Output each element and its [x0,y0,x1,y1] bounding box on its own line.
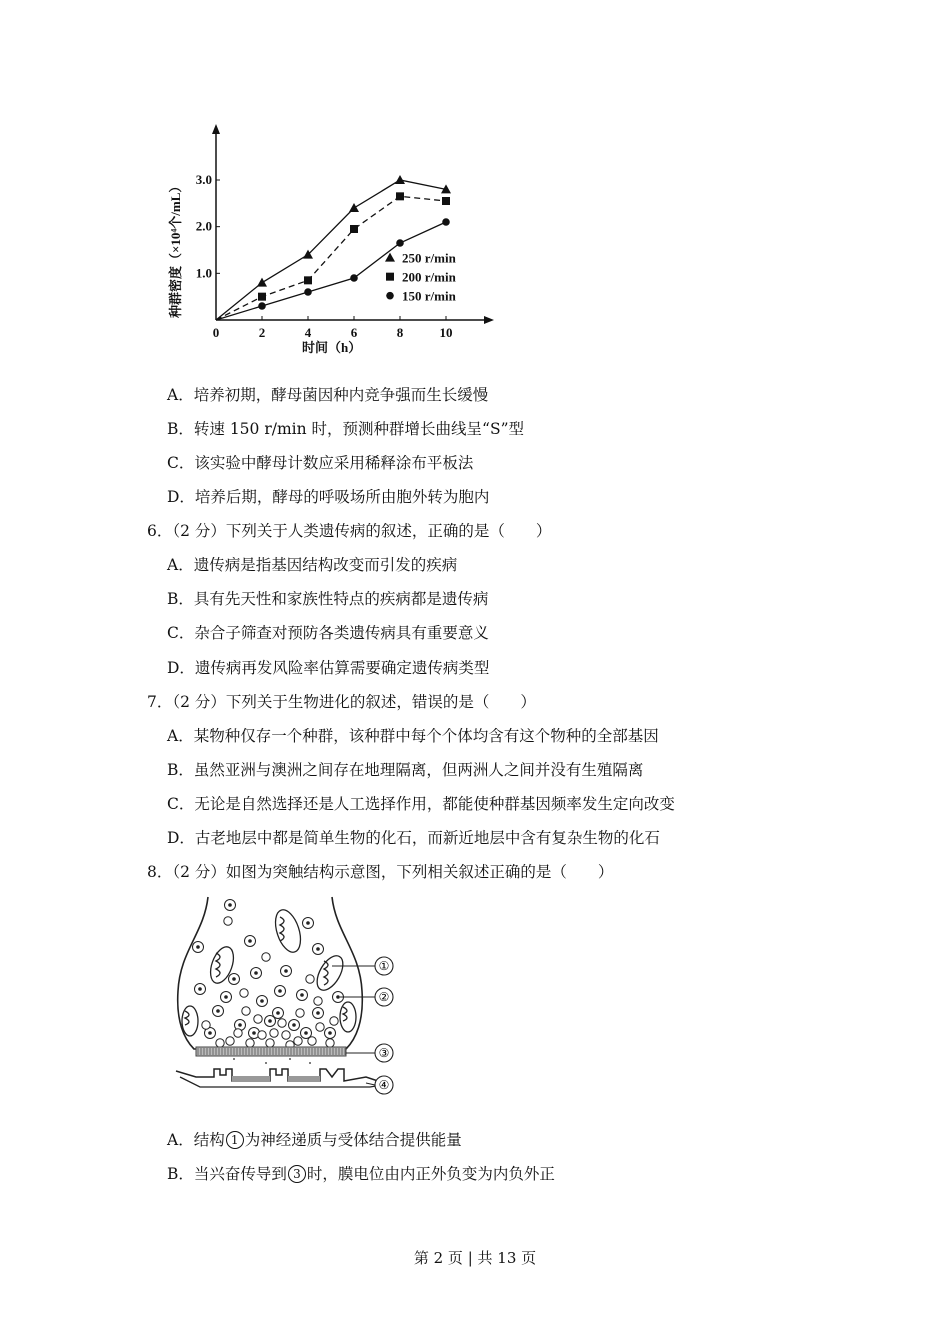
vesicle [234,1029,242,1037]
circled-number: 3 [288,1165,306,1183]
label-2: ② [378,990,390,1004]
vesicle-dot [255,972,258,975]
q8-option-a-post: 为神经递质与受体结合提供能量 [244,1131,462,1149]
vesicle-dot [337,996,340,999]
data-point [257,278,267,287]
data-point [258,293,266,301]
vesicle-dot [261,1000,264,1003]
vesicle [278,1019,286,1027]
vesicle [202,1021,210,1029]
data-point [396,192,404,200]
vesicle-dot [253,1032,256,1035]
data-point [395,175,405,184]
vesicle [316,1023,324,1031]
presynaptic-membrane [196,1047,346,1056]
vesicle [246,1039,254,1047]
vesicle [270,1029,278,1037]
vesicle [216,1039,224,1047]
q6-stem: 6．（2 分）下列关于人类遗传病的叙述，正确的是（ ） [147,522,552,540]
population-density-chart [150,118,510,370]
vesicle-dot [285,970,288,973]
vesicle [294,1037,302,1045]
vesicle-dot [277,1012,280,1015]
vesicle-dot [209,1032,212,1035]
vesicle [254,1015,262,1023]
q6-option-a: A．遗传病是指基因结构改变而引发的疾病 [167,556,458,574]
chart-xlabel: 时间（h） [302,340,362,355]
data-point [442,197,450,205]
x-tick-label: 8 [396,325,404,340]
q6-option-c: C．杂合子筛查对预防各类遗传病具有重要意义 [167,624,489,642]
q7-option-a: A．某物种仅存一个种群，该种群中每个个体均含有这个物种的全部基因 [167,727,659,745]
vesicle [330,1017,338,1025]
x-tick-label: 10 [439,325,453,340]
vesicle-dot [293,1024,296,1027]
vesicle-dot [301,994,304,997]
x-tick-label: 0 [212,325,220,340]
chart-ylabel: 种群密度（×10⁴个/mL） [168,179,183,318]
q8-option-a [167,1130,462,1150]
vesicle [240,989,248,997]
q5-option-a: A．培养初期，酵母菌因种内竞争强而生长缓慢 [167,386,489,404]
label-3: ③ [378,1046,390,1060]
q7-option-b: B．虽然亚洲与澳洲之间存在地理隔离，但两洲人之间并没有生殖隔离 [167,761,644,779]
q7-stem: 7．（2 分）下列关于生物进化的叙述，错误的是（ ） [147,693,536,711]
vesicle-dot [197,946,200,949]
y-axis-arrow [212,124,220,134]
vesicle-dot [249,940,252,943]
postsynaptic-membrane [176,1069,378,1081]
x-tick-label: 2 [258,325,266,340]
legend-marker [386,292,394,300]
q6-option-d: D．遗传病再发风险率估算需要确定遗传病类型 [167,659,490,677]
vesicle-dot [305,1032,308,1035]
vesicle [326,1039,334,1047]
y-tick-label: 2.0 [195,218,212,234]
q5-option-b: B．转速 150 r/min 时，预测种群增长曲线呈“S”型 [167,420,524,438]
y-tick-label: 1.0 [195,265,212,281]
vesicle-dot [229,904,232,907]
vesicle [306,975,314,983]
legend-label: 250 r/min [402,250,456,266]
data-point [258,302,266,310]
q8-option-b [167,1164,555,1184]
q7-option-c: C．无论是自然选择还是人工选择作用，都能使种群基因频率发生定向改变 [167,795,675,813]
q7-option-d: D．古老地层中都是简单生物的化石，而新近地层中含有复杂生物的化石 [167,829,660,847]
vesicle-dot [307,922,310,925]
data-point [350,274,358,282]
x-tick-label: 6 [350,325,358,340]
label-4: ④ [378,1078,390,1092]
q8-option-b-pre: B．当兴奋传导到 [167,1165,287,1183]
vesicle [226,1037,234,1045]
vesicle-dot [317,1012,320,1015]
page-footer: 第 2 页 | 共 13 页 [413,1249,537,1267]
vesicle [242,1007,250,1015]
vesicle [262,953,270,961]
q8-option-b-post: 时，膜电位由内正外负变为内负外正 [306,1165,555,1183]
vesicle-dot [233,978,236,981]
data-point [304,276,312,284]
vesicle [224,917,232,925]
synapse-diagram [170,893,420,1105]
vesicle-dot [199,988,202,991]
x-axis-arrow [484,316,494,324]
y-tick-label: 3.0 [195,172,212,187]
vesicle-dot [269,1020,272,1023]
q5-option-d: D．培养后期，酵母的呼吸场所由胞外转为胞内 [167,488,490,506]
q8-stem: 8．（2 分）如图为突触结构示意图，下列相关叙述正确的是（ ） [147,863,614,881]
vesicle-dot [239,1024,242,1027]
vesicle-dot [317,948,320,951]
data-point [350,225,358,233]
data-point [349,203,359,212]
legend-label: 200 r/min [402,269,456,285]
legend-label: 150 r/min [402,288,456,304]
x-tick-label: 4 [304,325,312,340]
vesicle-dot [279,990,282,993]
label-1: ① [378,959,390,973]
vesicle [296,1009,304,1017]
chart-legend [385,251,457,304]
vesicle [266,1039,274,1047]
vesicle-dot [225,996,228,999]
vesicle [308,1037,316,1045]
legend-marker [386,273,394,281]
vesicle-dot [329,1032,332,1035]
vesicle [282,1031,290,1039]
q6-option-b: B．具有先天性和家族性特点的疾病都是遗传病 [167,590,489,608]
data-point [396,239,404,247]
vesicle-dot [217,1010,220,1013]
vesicle [314,997,322,1005]
q8-option-a-pre: A．结构 [167,1131,225,1149]
circled-number: 1 [226,1131,244,1149]
data-point [442,218,450,226]
vesicle [258,1031,266,1039]
q5-option-c: C．该实验中酵母计数应采用稀释涂布平板法 [167,454,474,472]
data-point [304,288,312,296]
